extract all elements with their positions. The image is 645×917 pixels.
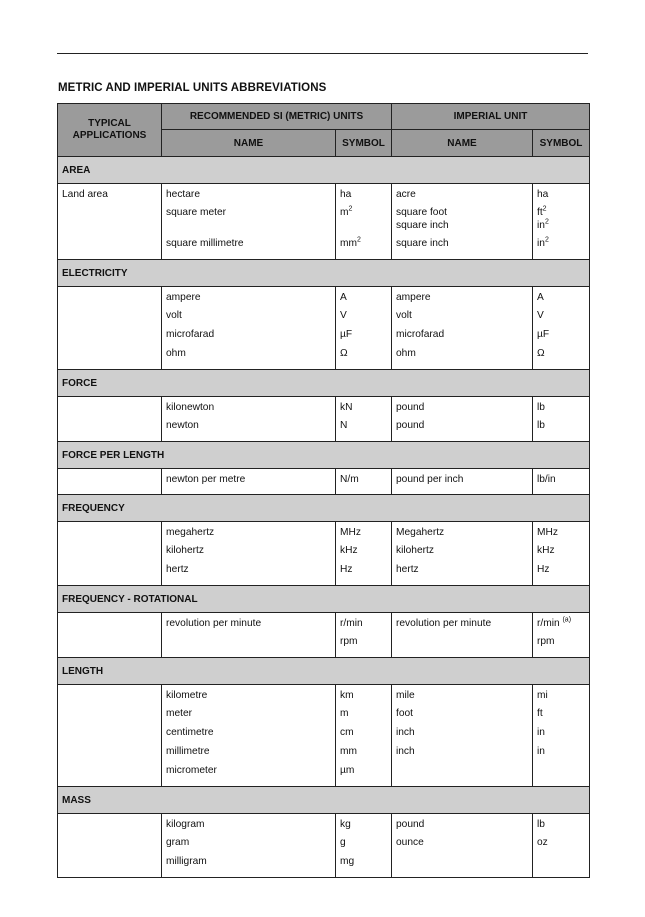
cell-imperial-symbol: A (533, 287, 590, 309)
cell-si-name: revolution per minute (162, 613, 336, 635)
cell-imperial-symbol: lb (533, 814, 590, 836)
cell-imperial-symbol: ft (533, 706, 590, 725)
cell-application: Land area (58, 184, 162, 206)
cell-imperial-symbol: lb (533, 418, 590, 442)
cell-imperial-symbol (533, 763, 590, 787)
section-heading: AREA (58, 157, 590, 184)
cell-application (58, 418, 162, 442)
cell-si-name: kilonewton (162, 397, 336, 419)
header-si-symbol: SYMBOL (336, 130, 392, 157)
cell-application (58, 308, 162, 327)
cell-application (58, 327, 162, 346)
top-rule (57, 53, 588, 54)
cell-imperial-name: pound (392, 814, 533, 836)
cell-si-name: newton (162, 418, 336, 442)
cell-imperial-symbol: in (533, 725, 590, 744)
header-imperial-name: NAME (392, 130, 533, 157)
cell-si-symbol: N (336, 418, 392, 442)
cell-si-symbol: m (336, 706, 392, 725)
cell-si-symbol: MHz (336, 522, 392, 544)
table-row (58, 308, 590, 327)
cell-imperial-symbol: kHz (533, 543, 590, 562)
cell-si-symbol: V (336, 308, 392, 327)
table-row (58, 397, 590, 419)
cell-imperial-symbol: Ω (533, 346, 590, 370)
cell-imperial-name (392, 763, 533, 787)
cell-si-symbol: r/min (336, 613, 392, 635)
cell-si-name (162, 634, 336, 658)
cell-application (58, 205, 162, 236)
table-row (58, 685, 590, 707)
cell-si-name: square meter (162, 205, 336, 236)
section-row (58, 157, 590, 184)
cell-si-name: volt (162, 308, 336, 327)
cell-imperial-name: square foot square inch (392, 205, 533, 236)
table-row (58, 744, 590, 763)
cell-si-symbol: kg (336, 814, 392, 836)
cell-application (58, 744, 162, 763)
cell-imperial-symbol: lb (533, 397, 590, 419)
cell-imperial-symbol: $in^2$ (533, 236, 590, 260)
cell-imperial-name: kilohertz (392, 543, 533, 562)
cell-si-symbol: Ω (336, 346, 392, 370)
cell-imperial-name (392, 854, 533, 878)
cell-si-symbol: µm (336, 763, 392, 787)
cell-application (58, 725, 162, 744)
cell-si-symbol: ha (336, 184, 392, 206)
cell-imperial-symbol: oz (533, 835, 590, 854)
cell-application (58, 469, 162, 495)
cell-si-name: newton per metre (162, 469, 336, 495)
cell-application (58, 854, 162, 878)
cell-imperial-name: microfarad (392, 327, 533, 346)
cell-si-symbol: mm (336, 744, 392, 763)
cell-imperial-name: Megahertz (392, 522, 533, 544)
table-row (58, 814, 590, 836)
cell-si-name: gram (162, 835, 336, 854)
cell-imperial-name: inch (392, 744, 533, 763)
cell-si-symbol: rpm (336, 634, 392, 658)
cell-si-symbol: $m^2$ (336, 205, 392, 236)
cell-si-name: milligram (162, 854, 336, 878)
cell-si-symbol: kHz (336, 543, 392, 562)
cell-imperial-symbol: $ft^2$ $in^2$ (533, 205, 590, 236)
cell-application (58, 346, 162, 370)
table-row (58, 613, 590, 635)
cell-si-name: kilohertz (162, 543, 336, 562)
table-row (58, 706, 590, 725)
table-row (58, 854, 590, 878)
cell-imperial-name: ampere (392, 287, 533, 309)
cell-si-name: megahertz (162, 522, 336, 544)
section-row (58, 442, 590, 469)
header-imperial-symbol: SYMBOL (533, 130, 590, 157)
cell-imperial-name: hertz (392, 562, 533, 586)
table-row (58, 522, 590, 544)
cell-imperial-name: volt (392, 308, 533, 327)
section-heading: ELECTRICITY (58, 260, 590, 287)
cell-imperial-name (392, 634, 533, 658)
section-heading: FORCE PER LENGTH (58, 442, 590, 469)
cell-application (58, 543, 162, 562)
cell-si-symbol: $mm^2$ (336, 236, 392, 260)
cell-si-name: kilogram (162, 814, 336, 836)
cell-imperial-symbol: rpm (533, 634, 590, 658)
table-row (58, 469, 590, 495)
cell-application (58, 763, 162, 787)
cell-imperial-symbol: lb/in (533, 469, 590, 495)
cell-imperial-name: ohm (392, 346, 533, 370)
cell-imperial-name: pound per inch (392, 469, 533, 495)
header-imperial-unit: IMPERIAL UNIT (392, 104, 590, 130)
table-row (58, 184, 590, 206)
units-table (57, 103, 590, 878)
cell-imperial-symbol: r/min $^{(a)}$ (533, 613, 590, 635)
cell-application (58, 522, 162, 544)
cell-si-symbol: cm (336, 725, 392, 744)
cell-imperial-name: pound (392, 397, 533, 419)
table-row (58, 418, 590, 442)
table-row (58, 543, 590, 562)
cell-imperial-name: acre (392, 184, 533, 206)
cell-si-symbol: km (336, 685, 392, 707)
cell-imperial-symbol: Hz (533, 562, 590, 586)
cell-si-name: kilometre (162, 685, 336, 707)
cell-si-symbol: µF (336, 327, 392, 346)
cell-application (58, 236, 162, 260)
table-row (58, 346, 590, 370)
table-row (58, 205, 590, 236)
section-row (58, 495, 590, 522)
cell-imperial-symbol: ha (533, 184, 590, 206)
page-title: METRIC AND IMPERIAL UNITS ABBREVIATIONS (58, 82, 327, 94)
table-row (58, 562, 590, 586)
cell-si-name: millimetre (162, 744, 336, 763)
cell-si-name: ampere (162, 287, 336, 309)
section-heading: FREQUENCY - ROTATIONAL (58, 586, 590, 613)
cell-imperial-symbol: µF (533, 327, 590, 346)
section-heading: MASS (58, 787, 590, 814)
cell-si-name: hertz (162, 562, 336, 586)
header-si-units: RECOMMENDED SI (METRIC) UNITS (162, 104, 392, 130)
cell-si-name: ohm (162, 346, 336, 370)
cell-imperial-name: revolution per minute (392, 613, 533, 635)
cell-si-name: micrometer (162, 763, 336, 787)
cell-si-name: square millimetre (162, 236, 336, 260)
cell-si-name: centimetre (162, 725, 336, 744)
cell-application (58, 613, 162, 635)
section-heading: FORCE (58, 370, 590, 397)
cell-imperial-name: mile (392, 685, 533, 707)
section-heading: FREQUENCY (58, 495, 590, 522)
cell-imperial-symbol: V (533, 308, 590, 327)
section-heading: LENGTH (58, 658, 590, 685)
cell-si-name: microfarad (162, 327, 336, 346)
cell-imperial-symbol (533, 854, 590, 878)
cell-si-symbol: g (336, 835, 392, 854)
cell-imperial-symbol: mi (533, 685, 590, 707)
section-row (58, 586, 590, 613)
cell-imperial-name: square inch (392, 236, 533, 260)
cell-application (58, 562, 162, 586)
cell-imperial-name: foot (392, 706, 533, 725)
table-body (58, 157, 590, 878)
cell-si-name: hectare (162, 184, 336, 206)
cell-application (58, 685, 162, 707)
cell-application (58, 634, 162, 658)
table-row (58, 835, 590, 854)
cell-si-symbol: kN (336, 397, 392, 419)
table-row (58, 634, 590, 658)
cell-application (58, 706, 162, 725)
cell-si-symbol: mg (336, 854, 392, 878)
cell-si-symbol: A (336, 287, 392, 309)
table-row (58, 725, 590, 744)
cell-si-name: meter (162, 706, 336, 725)
table-row (58, 236, 590, 260)
section-row (58, 787, 590, 814)
table-row (58, 763, 590, 787)
table-row (58, 327, 590, 346)
cell-application (58, 397, 162, 419)
section-row (58, 260, 590, 287)
header-typical-applications: TYPICAL APPLICATIONS (58, 104, 162, 157)
cell-application (58, 835, 162, 854)
cell-imperial-symbol: in (533, 744, 590, 763)
cell-imperial-symbol: MHz (533, 522, 590, 544)
cell-application (58, 287, 162, 309)
table-row (58, 287, 590, 309)
header-si-name: NAME (162, 130, 336, 157)
section-row (58, 658, 590, 685)
cell-imperial-name: pound (392, 418, 533, 442)
section-row (58, 370, 590, 397)
cell-imperial-name: ounce (392, 835, 533, 854)
cell-application (58, 814, 162, 836)
cell-si-symbol: N/m (336, 469, 392, 495)
cell-si-symbol: Hz (336, 562, 392, 586)
cell-imperial-name: inch (392, 725, 533, 744)
